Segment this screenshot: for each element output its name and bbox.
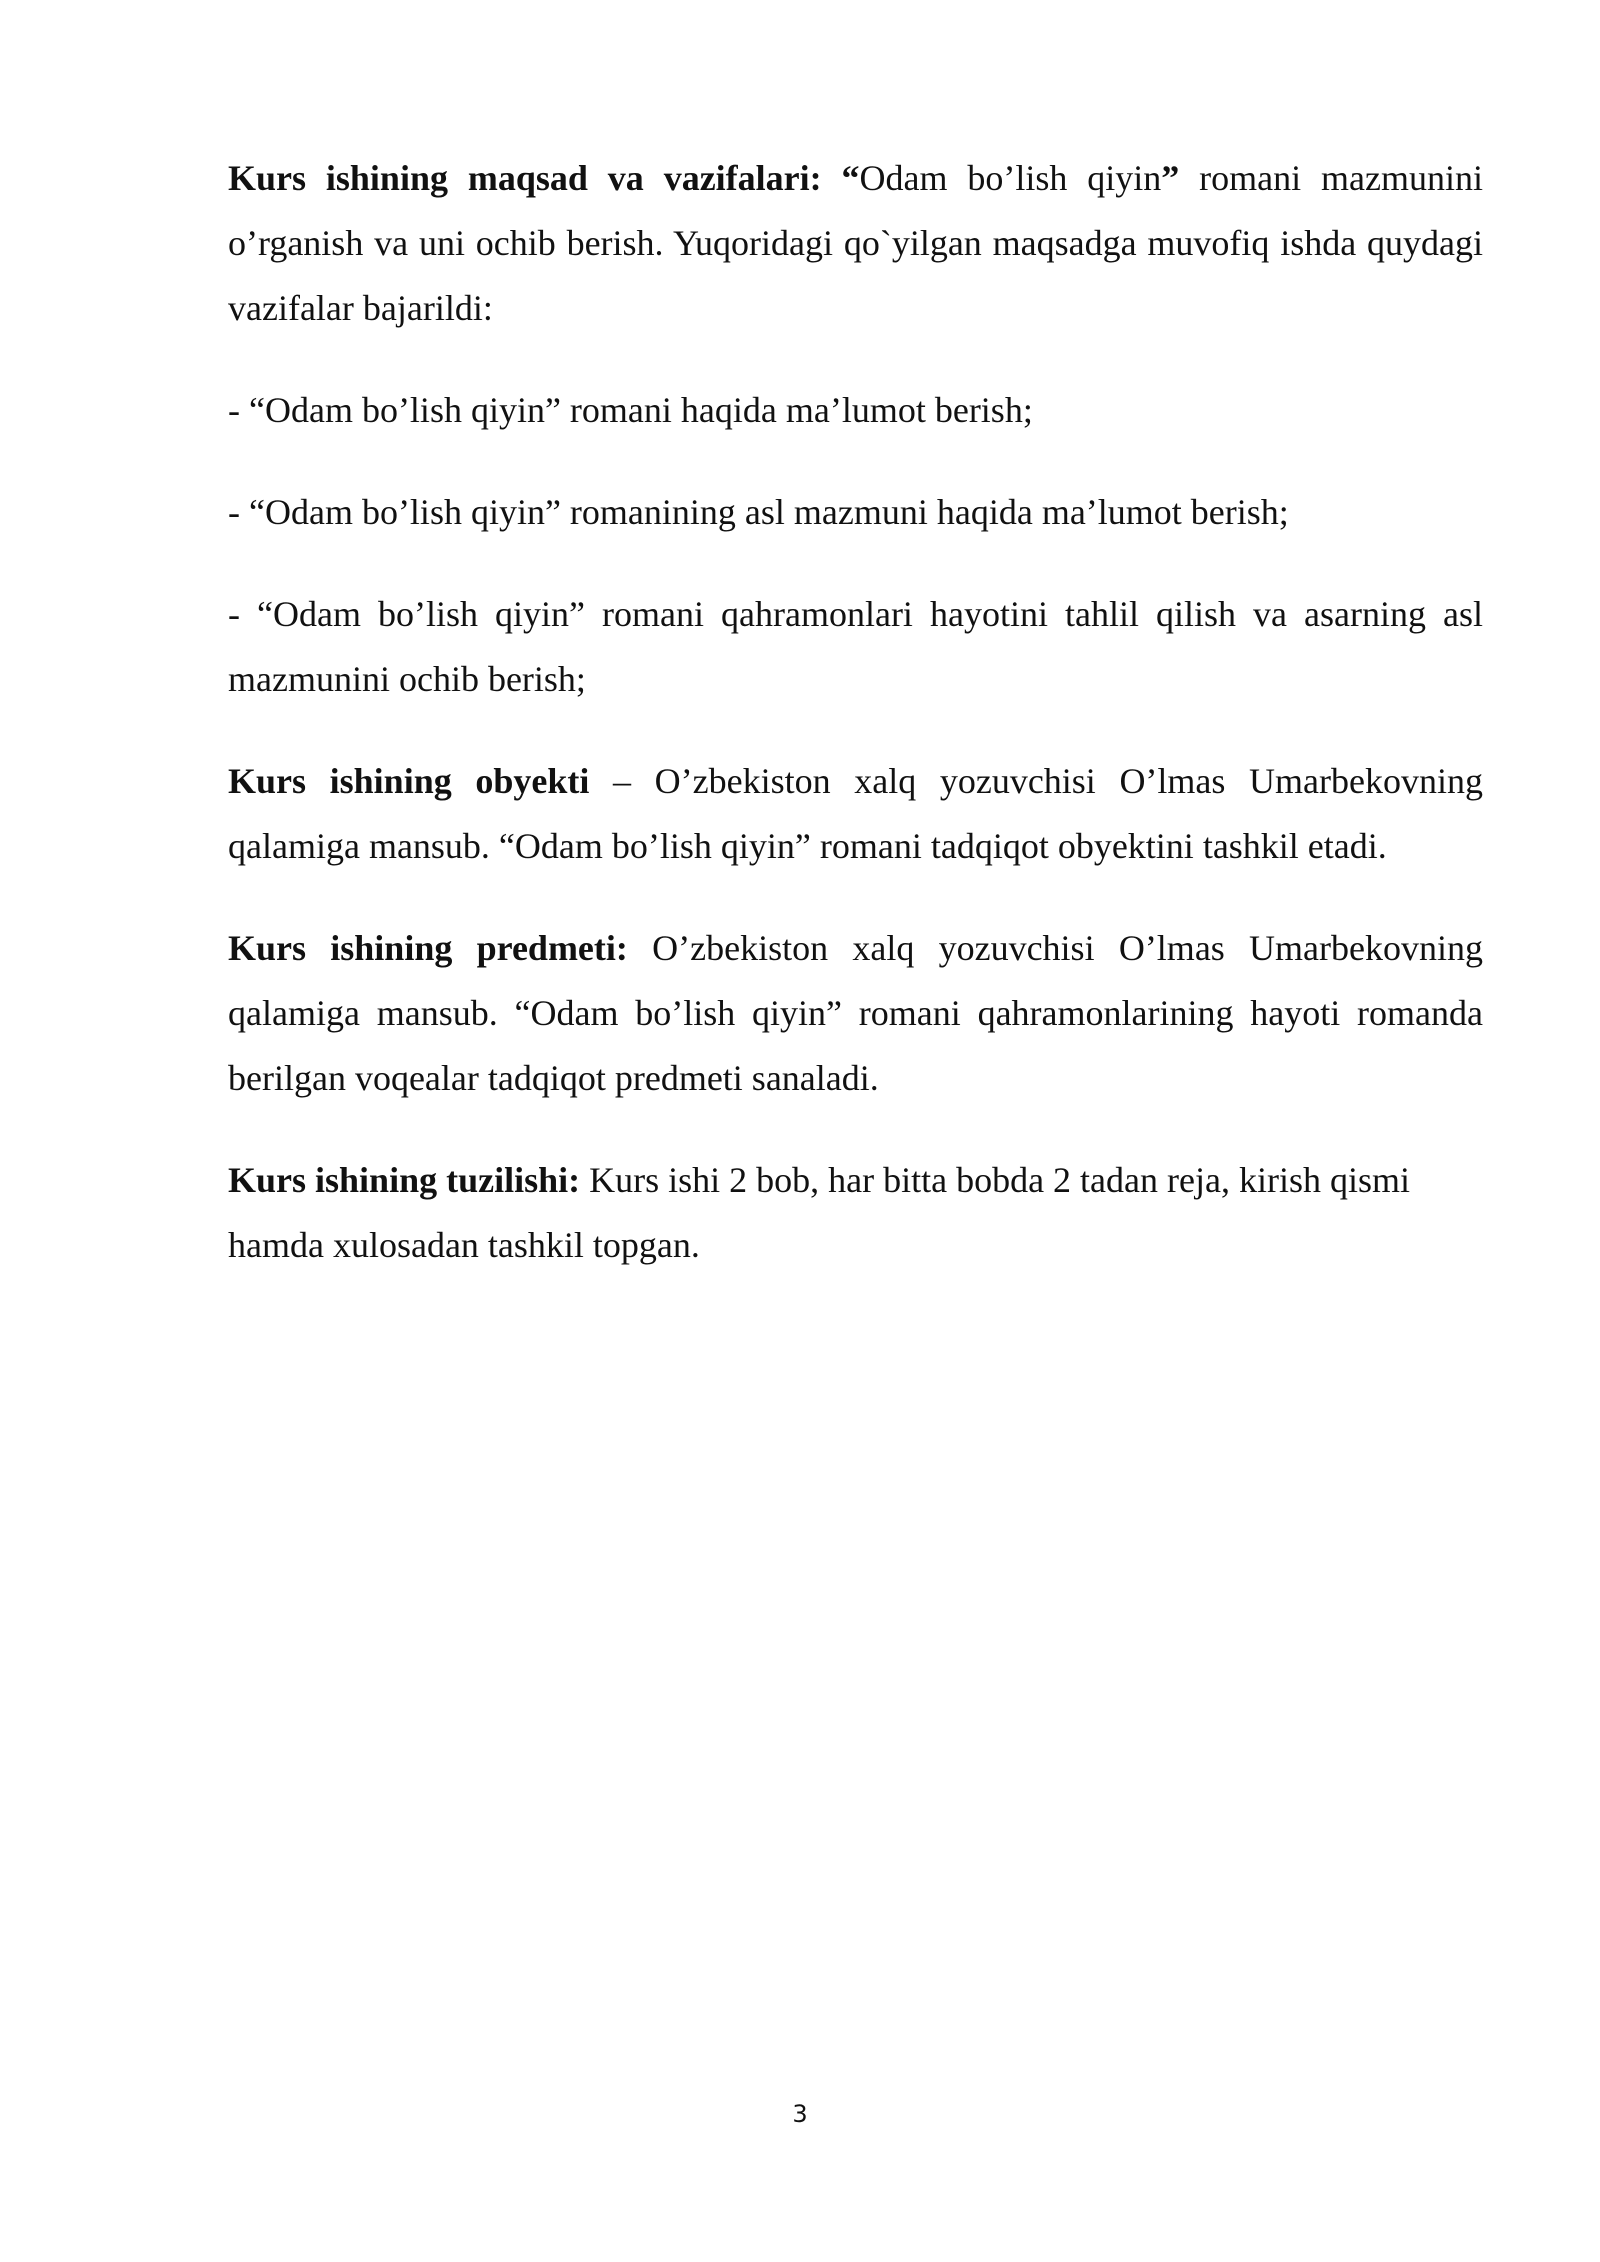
list-item-text: - “Odam bo’lish qiyin” romani haqida ma’lumot berish;	[228, 390, 1033, 430]
page-number: 3	[792, 2100, 808, 2128]
goals-label: Kurs ishining maqsad va vazifalari: “	[228, 158, 860, 198]
subject-text: O’zbekiston xalq yozuvchisi O’lmas Umarbekovning qalamiga mansub. “Odam bo’lish qiyin” romani qahramonlarining hayoti romanda berilgan voqealar tadqiqot predmeti sanaladi.	[228, 928, 1484, 1098]
document-body	[228, 146, 1483, 1315]
list-item	[228, 582, 1483, 712]
list-item	[228, 378, 1483, 443]
structure-label: Kurs ishining tuzilishi:	[228, 1160, 581, 1200]
structure-text: Kurs ishi 2 bob, har bitta bobda 2 tadan reja, kirish qismi hamda xulosadan tashkil topgan.	[228, 1160, 1410, 1265]
paragraph-object	[228, 749, 1483, 879]
subject-label: Kurs ishining predmeti:	[228, 928, 628, 968]
list-item	[228, 480, 1483, 545]
goals-title: Odam bo’lish qiyin	[859, 158, 1162, 198]
object-label: Kurs ishining obyekti	[228, 761, 590, 801]
paragraph-structure	[228, 1148, 1483, 1278]
list-item-text: - “Odam bo’lish qiyin” romanining asl mazmuni haqida ma’lumot berish;	[228, 492, 1289, 532]
object-text: – O’zbekiston xalq yozuvchisi O’lmas Umarbekovning qalamiga mansub. “Odam bo’lish qiyin” romani tadqiqot obyektini tashkil etadi.	[228, 761, 1483, 866]
paragraph-subject	[228, 916, 1483, 1111]
list-item-text: - “Odam bo’lish qiyin” romani qahramonlari hayotini tahlil qilish va asarning asl mazmunini ochib berish;	[228, 594, 1483, 699]
goals-quote-close: ”	[1161, 158, 1180, 198]
paragraph-goals	[228, 146, 1483, 341]
goals-text: romani mazmunini o’rganish va uni ochib berish. Yuqoridagi qo`yilgan maqsadga muvofiq ishda quydagi vazifalar bajarildi:	[228, 158, 1484, 328]
